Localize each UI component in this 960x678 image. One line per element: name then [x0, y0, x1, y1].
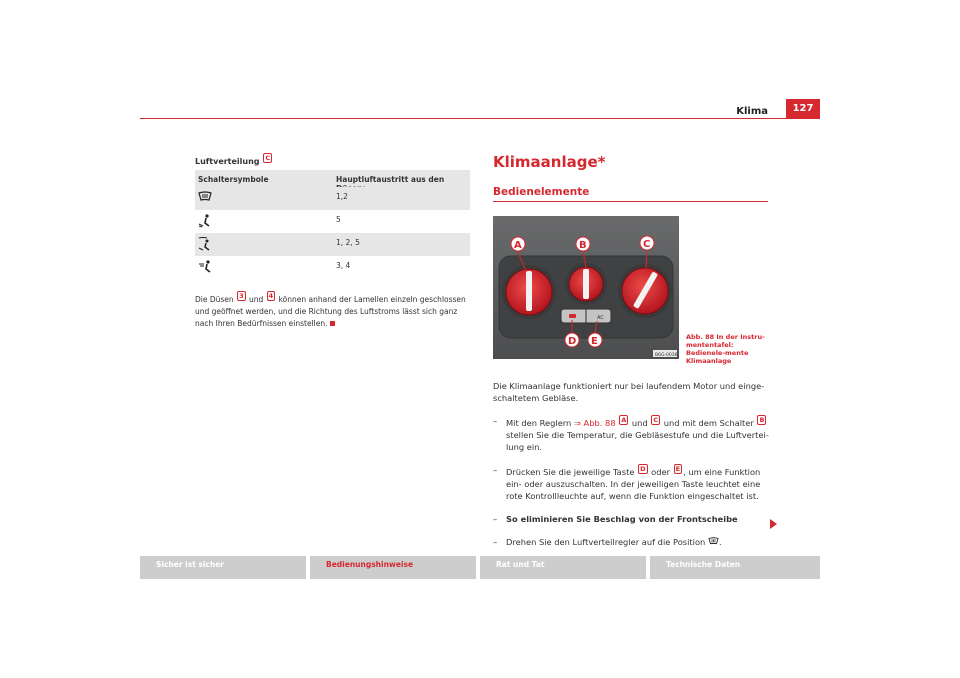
windshield-defrost-icon	[198, 191, 212, 205]
list-text: oder	[651, 467, 670, 477]
list-text: stellen Sie die Temperatur, die Gebläsestufe und die Luftvertei-lung ein.	[506, 430, 769, 452]
next-page-arrow-icon[interactable]	[770, 519, 777, 529]
air-distribution-table	[195, 170, 470, 279]
list-dash: –	[493, 465, 498, 475]
table-cell-outlets: 1,2	[336, 192, 348, 201]
table-header-outlets: Hauptluftaustritt aus den	[336, 175, 445, 184]
figure-caption: Abb. 88 In der Instru-mententafel: Bedienele-mente Klimaanlage	[686, 333, 765, 365]
list-text: und mit dem Schalter	[663, 418, 754, 428]
list-text: .	[718, 537, 722, 547]
reference-badge: D	[640, 465, 646, 473]
list-dash: –	[493, 416, 498, 426]
tab-technische-daten[interactable]: Technische Daten	[650, 556, 820, 579]
list-item	[493, 415, 771, 453]
callout-label: B	[579, 240, 587, 251]
callout-label: C	[643, 239, 651, 250]
list-dash: –	[493, 514, 498, 524]
page-title: Klimaanlage*	[493, 153, 606, 171]
figure-link[interactable]: ⇒ Abb. 88	[573, 418, 616, 428]
section-end-marker	[330, 321, 335, 326]
list-item	[493, 536, 771, 549]
climate-control-figure	[493, 216, 679, 359]
list-text: und	[631, 418, 648, 428]
windshield-defrost-icon	[708, 537, 719, 549]
temperature-knob	[502, 265, 556, 319]
reference-badge: 4	[268, 292, 274, 300]
reference-badge: B	[759, 416, 765, 424]
footwell-air-icon	[198, 214, 212, 230]
table-header-symbols: Schaltersymbole	[198, 175, 269, 184]
reference-badge: 3	[239, 292, 244, 300]
tab-sicher-ist-sicher[interactable]: Sicher ist sicher	[140, 556, 306, 579]
note-text: können anhand der Lamellen einzeln geschlossen und geöffnet werden, und die Richtung des Luftstroms lässt sich ganz nach Ihren Bedürfnissen einstellen.	[195, 295, 466, 328]
table-row	[195, 233, 470, 256]
list-heading: So eliminieren Sie Beschlag von der Frontscheibe	[506, 514, 738, 524]
face-air-icon	[198, 260, 212, 276]
list-text: , um eine Funktion ein- oder auszuschalten. In der jeweiligen Taste leuchtet eine rote Kontrollleuchte auf, wenn die Funktion eingeschaltet ist.	[506, 467, 761, 501]
header-divider	[140, 118, 820, 119]
intro-paragraph: Die Klimaanlage funktioniert nur bei laufendem Motor und einge-schaltetem Gebläse.	[493, 381, 765, 403]
list-dash: –	[493, 537, 498, 547]
section-title-text: Luftverteilung	[195, 157, 260, 166]
table-row	[195, 187, 470, 210]
table-row	[195, 210, 470, 233]
list-text: Drehen Sie den Luftverteilregler auf die Position	[506, 537, 706, 547]
page-header-title: Klima	[736, 106, 768, 117]
callout-label: D	[568, 336, 577, 347]
callout-label: A	[514, 240, 522, 251]
reference-badge: E	[675, 465, 681, 473]
fan-speed-knob	[565, 263, 607, 305]
list-item	[493, 464, 771, 502]
table-header	[195, 170, 470, 187]
table-cell-outlets: 1, 2, 5	[336, 238, 360, 247]
tab-rat-und-tat[interactable]: Rat und Tat	[480, 556, 646, 579]
subtitle-divider	[493, 201, 768, 202]
instructions-body	[493, 380, 771, 560]
tab-bedienungshinweise[interactable]: Bedienungshinweise	[310, 556, 476, 579]
section-subtitle: Bedienelemente	[493, 186, 590, 198]
recirculation-button	[569, 314, 576, 318]
list-item	[493, 513, 771, 525]
page-number: 127	[786, 99, 820, 118]
ac-button-label: AC	[597, 315, 604, 321]
figure-code: B6G-0036	[655, 353, 678, 358]
list-text: Drücken Sie die jeweilige Taste	[506, 467, 635, 477]
section-title-luftverteilung	[195, 153, 273, 166]
note-text: Die Düsen	[195, 295, 234, 304]
table-cell-outlets: 5	[336, 215, 341, 224]
windshield-footwell-icon	[198, 237, 212, 253]
list-text: Mit den Reglern	[506, 418, 572, 428]
vents-note	[195, 291, 470, 330]
callout-label: E	[591, 336, 598, 347]
reference-badge: A	[621, 416, 627, 424]
air-distribution-knob	[618, 264, 672, 318]
reference-badge: C	[265, 154, 271, 162]
reference-badge: C	[653, 416, 659, 424]
table-row	[195, 256, 470, 279]
note-text: und	[248, 295, 264, 304]
table-cell-outlets: 3, 4	[336, 261, 351, 270]
